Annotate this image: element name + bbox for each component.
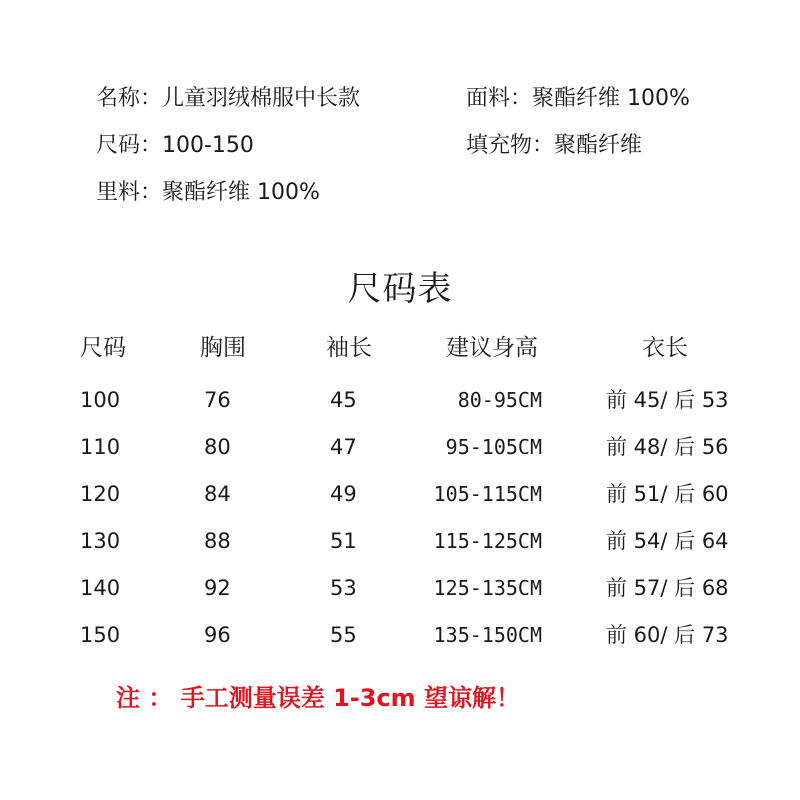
cell-length: 前 51/ 后 60	[606, 482, 729, 506]
table-row	[0, 432, 800, 462]
fabric-info: 面料：聚酯纤维 100%	[466, 86, 690, 111]
cell-size: 100	[80, 388, 121, 412]
header-height: 建议身高	[446, 335, 538, 361]
cell-sleeve: 53	[330, 576, 357, 600]
cell-height: 135-150CM	[433, 623, 542, 647]
cell-size: 110	[80, 435, 121, 459]
cell-chest: 96	[204, 623, 231, 647]
cell-length: 前 60/ 后 73	[606, 623, 729, 647]
cell-chest: 88	[204, 529, 231, 553]
cell-chest: 80	[204, 435, 231, 459]
table-row	[0, 573, 800, 603]
product-name: 名称：儿童羽绒棉服中长款	[96, 86, 361, 111]
table-row	[0, 385, 800, 415]
cell-sleeve: 55	[330, 623, 357, 647]
size-range-info: 尺码：100-150	[96, 133, 254, 158]
cell-length: 前 57/ 后 68	[606, 576, 729, 600]
cell-length: 前 48/ 后 56	[606, 435, 729, 459]
table-row	[0, 620, 800, 650]
measurement-note: 注 ： 手工测量误差 1-3cm 望谅解！	[116, 684, 521, 712]
cell-size: 140	[80, 576, 121, 600]
cell-size: 150	[80, 623, 121, 647]
cell-chest: 92	[204, 576, 231, 600]
cell-size: 120	[80, 482, 121, 506]
size-table-title: 尺码表	[347, 269, 453, 309]
cell-chest: 76	[204, 388, 231, 412]
header-chest: 胸围	[200, 335, 246, 361]
cell-height: 105-115CM	[433, 482, 542, 506]
filling-info: 填充物：聚酯纤维	[466, 133, 643, 158]
cell-sleeve: 47	[330, 435, 357, 459]
cell-sleeve: 51	[330, 529, 357, 553]
lining-info: 里料：聚酯纤维 100%	[96, 180, 320, 205]
table-row	[0, 526, 800, 556]
cell-height: 125-135CM	[433, 576, 542, 600]
table-row	[0, 479, 800, 509]
cell-height: 115-125CM	[433, 529, 542, 553]
cell-sleeve: 49	[330, 482, 357, 506]
cell-height: 95-105CM	[445, 435, 542, 459]
cell-sleeve: 45	[330, 388, 357, 412]
header-size: 尺码	[80, 335, 126, 361]
cell-chest: 84	[204, 482, 231, 506]
cell-length: 前 54/ 后 64	[606, 529, 729, 553]
cell-height: 80-95CM	[457, 388, 542, 412]
cell-size: 130	[80, 529, 121, 553]
header-sleeve: 袖长	[326, 335, 372, 361]
header-length: 衣长	[642, 335, 688, 361]
cell-length: 前 45/ 后 53	[606, 388, 729, 412]
